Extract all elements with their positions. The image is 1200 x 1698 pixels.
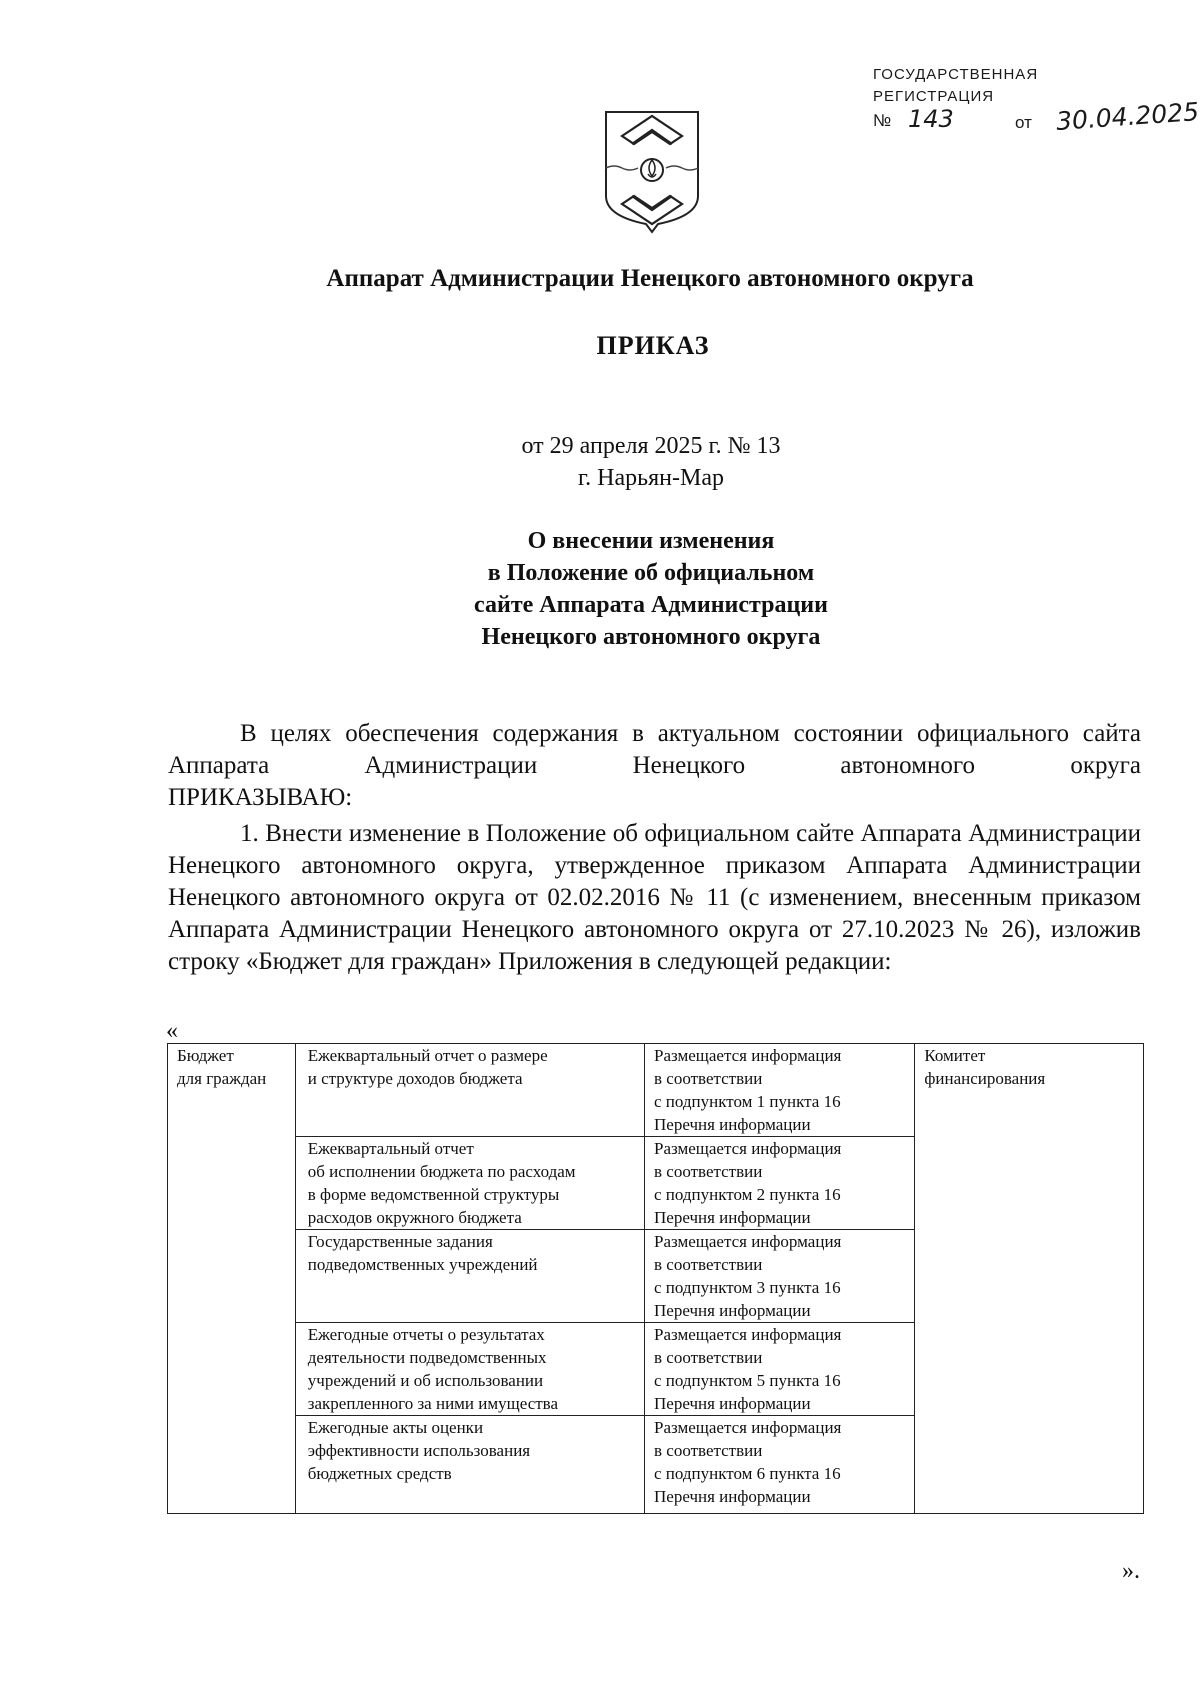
document-city: г. Нарьян-Мар xyxy=(578,465,724,491)
stamp-number-prefix: № xyxy=(873,111,892,130)
table-cell-info: Ежегодные отчеты о результатах деятельности подведомственных учреждений и об использовании закрепленного за ними имущества xyxy=(295,1323,644,1416)
document-date-number: от 29 апреля 2025 г. № 13 xyxy=(521,433,781,459)
table-cell-placement: Размещается информация в соответствии с подпунктом 5 пункта 16 Перечня информации xyxy=(645,1323,915,1416)
subject-line: Ненецкого автономного округа xyxy=(481,624,821,650)
organization-title: Аппарат Администрации Ненецкого автономного округа xyxy=(326,265,974,292)
table-cell-info: Ежеквартальный отчет о размере и структуре доходов бюджета xyxy=(295,1044,644,1137)
budget-for-citizens-table xyxy=(167,1043,1144,1514)
table-cell-placement: Размещается информация в соответствии с подпунктом 1 пункта 16 Перечня информации xyxy=(645,1044,915,1137)
document-subject xyxy=(0,525,1200,653)
table-cell-info: Ежеквартальный отчет об исполнении бюджета по расходам в форме ведомственной структуры расходов окружного бюджета xyxy=(295,1137,644,1230)
quote-open: « xyxy=(166,1018,178,1044)
stamp-date-handwritten: 30.04.2025 xyxy=(1055,97,1200,136)
stamp-line-1: ГОСУДАРСТВЕННАЯ xyxy=(873,66,1039,83)
preamble-text: В целях обеспечения содержания в актуальном состоянии официального сайта Аппарата Администрации Ненецкого автономного округа xyxy=(168,720,1141,779)
table-cell-placement: Размещается информация в соответствии с подпунктом 6 пункта 16 Перечня информации xyxy=(645,1416,915,1514)
coat-of-arms-icon xyxy=(602,108,702,234)
document-type: ПРИКАЗ xyxy=(596,331,710,360)
item-1-paragraph xyxy=(168,818,1141,978)
quote-close: ». xyxy=(1122,1558,1140,1584)
preamble-paragraph xyxy=(168,718,1141,782)
table-cell-responsible: Комитет финансирования xyxy=(915,1044,1144,1514)
stamp-number-handwritten: 143 xyxy=(908,105,954,133)
item-1-text: 1. Внести изменение в Положение об официальном сайте Аппарата Администрации Ненецкого автономного округа, утвержденное приказом Аппарата Администрации Ненецкого автономного округа от 02.02.2016 № 11 (с изменением, внесенным приказом Аппарата Администрации Ненецкого автономного округа от 27.10.2023 № 26), изложив строку «Бюджет для граждан» Приложения в следующей редакции: xyxy=(168,820,1141,975)
table-cell-placement: Размещается информация в соответствии с подпунктом 2 пункта 16 Перечня информации xyxy=(645,1137,915,1230)
stamp-line-2: РЕГИСТРАЦИЯ xyxy=(873,88,995,105)
table-cell-info: Государственные задания подведомственных учреждений xyxy=(295,1230,644,1323)
stamp-number-date xyxy=(873,97,1200,136)
table-row xyxy=(168,1044,1144,1137)
subject-line: сайте Аппарата Администрации xyxy=(474,592,828,618)
table-cell-info: Ежегодные акты оценки эффективности использования бюджетных средств xyxy=(295,1416,644,1514)
subject-line: в Положение об официальном xyxy=(487,560,815,586)
stamp-date-prefix: от xyxy=(1015,113,1032,132)
registration-stamp xyxy=(873,64,1200,136)
subject-line: О внесении изменения xyxy=(527,528,775,554)
order-word: ПРИКАЗЫВАЮ: xyxy=(168,784,353,811)
table-cell-section: Бюджет для граждан xyxy=(168,1044,296,1514)
table-cell-placement: Размещается информация в соответствии с подпунктом 3 пункта 16 Перечня информации xyxy=(645,1230,915,1323)
